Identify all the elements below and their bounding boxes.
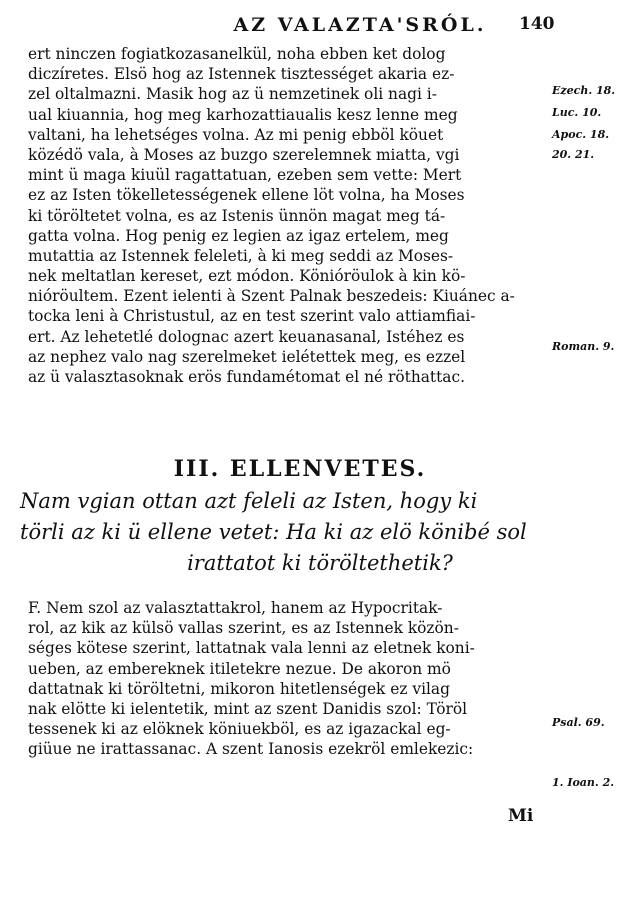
- objection-line: törli az ki ü ellene vetet: Ha ki az elö könibé sol: [20, 520, 527, 544]
- text-line: F. Nem szol az valasztattakrol, hanem az Hypocritak-: [28, 599, 443, 617]
- margin-note: Ezech. 18.: [552, 84, 616, 97]
- text-line: mutattia az Istennek feleleti, à ki meg seddi az Moses-: [28, 246, 454, 265]
- text-line: ert. Az lehetetlé dolognac azert keuanasanal, Istéhez es: [28, 327, 465, 346]
- text-line: nak elötte ki ielentetik, mint az szent Danidis szol: Töröl: [28, 699, 468, 718]
- text-line: zel oltalmazni. Masik hog az ü nemzetinek oli nagi i-: [28, 85, 437, 104]
- margin-note: 1. Ioan. 2.: [552, 776, 615, 789]
- catchword: Mi: [508, 806, 534, 826]
- margin-note: 20. 21.: [552, 148, 595, 161]
- objection-line: Nam vgian ottan azt feleli az Isten, hogy ki: [20, 489, 478, 513]
- text-line: rol, az kik az külsö vallas szerint, es az Istennek közön-: [28, 619, 459, 638]
- text-line: az ü valasztasoknak erös fundamétomat el né röthattac.: [28, 368, 465, 386]
- text-line: dattatnak ki töröltetni, mikoron hitetlenségek ez vilag: [28, 679, 450, 698]
- text-line: tocka leni à Christustul, az en test szerint valo attiamfiai-: [28, 307, 476, 326]
- text-line: ert ninczen fogiatkozasanelkül, noha ebben ket dolog: [28, 45, 446, 63]
- text-line: gatta volna. Hog penig ez legien az igaz ertelem, meg: [28, 226, 449, 245]
- text-line: nek meltatlan kereset, ezt módon. Könióröulok à kin kö-: [28, 267, 466, 286]
- objection-text: [20, 486, 560, 579]
- objection-line: irattatot ki töröltethetik?: [187, 551, 453, 575]
- text-line: mint ü maga kiuül ragattatuan, ezeben sem vette: Mert: [28, 166, 462, 185]
- text-line: ez az Isten tökelletességenek ellene löt volna, ha Moses: [28, 186, 465, 205]
- text-line: az nephez valo nag szerelmeket ielétettek meg, es ezzel: [28, 347, 466, 366]
- section-heading: III. ELLENVETES.: [173, 456, 427, 482]
- text-line: giüue ne irattassanac. A szent Ianosis ezekröl emlekezic:: [28, 740, 474, 759]
- text-line: séges kötese szerint, lattatnak vala lenni az eletnek koni-: [28, 639, 475, 658]
- margin-note: Apoc. 18.: [552, 128, 610, 141]
- text-line: valtani, ha lehetséges volna. Az mi penig ebböl köuet: [28, 125, 444, 144]
- text-block-2: [28, 598, 548, 760]
- text-line: ki töröltetet volna, es az Istenis ünnön magat meg tá-: [28, 206, 446, 225]
- text-line: ual kiuannia, hog meg karhozattiaualis kesz lenne meg: [28, 105, 458, 124]
- text-line: közédö vala, à Moses az buzgo szerelemnek miatta, vgi: [28, 145, 460, 164]
- margin-note: Psal. 69.: [552, 716, 605, 729]
- text-line: tessenek ki az elöknek köniuekböl, es az igazackal eg-: [28, 720, 451, 739]
- text-block-1: [28, 44, 548, 387]
- margin-note: Luc. 10.: [552, 106, 602, 119]
- text-line: diczíretes. Elsö hog az Istennek tisztességet akaria ez-: [28, 65, 455, 84]
- page-number: 140: [519, 14, 555, 34]
- running-title: AZ VALAZTA'SRÓL.: [233, 14, 487, 36]
- text-line: ueben, az embereknek itiletekre nezue. De akoron mö: [28, 659, 451, 678]
- margin-note: Roman. 9.: [552, 340, 615, 353]
- text-line: nióröultem. Ezent ielenti à Szent Palnak beszedeis: Kiuánec a-: [28, 287, 515, 306]
